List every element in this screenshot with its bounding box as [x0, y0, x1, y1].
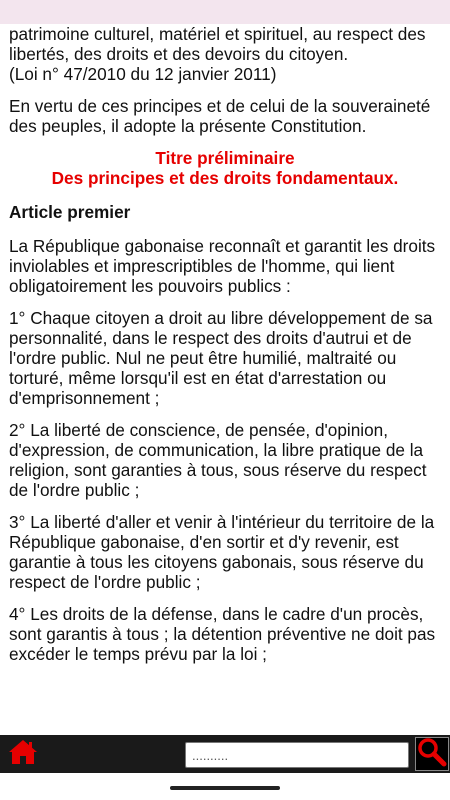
system-nav-bar: [0, 773, 450, 800]
article-paragraph: 2° La liberté de conscience, de pensée, d'opinion, d'expression, de communication, la libre pratique de la religion, sont garanties à tous, sous réserve du respect de l'ordre public ;: [9, 420, 427, 500]
section-title: [9, 148, 441, 188]
home-gesture-handle[interactable]: [170, 786, 280, 790]
magnifier-icon: [417, 737, 447, 772]
status-bar: [0, 0, 450, 24]
article-paragraph: 3° La liberté d'aller et venir à l'intérieur du territoire de la République gabonaise, d'en sortir et d'y revenir, est garantie à tous les citoyens gabonais, sous réserve du respect de l'ordre public ;: [9, 512, 435, 592]
article-paragraph: 1° Chaque citoyen a droit au libre développement de sa personnalité, dans le respect des droits d'autrui et de l'ordre public. Nul ne peut être humilié, maltraité ou torturé, même lorsqu'il est en état d'arrestation ou d'emprisonnement ;: [9, 308, 433, 408]
section-title-line-2: Des principes et des droits fondamentaux.: [51, 168, 399, 188]
search-input[interactable]: [185, 742, 409, 768]
search-button[interactable]: [415, 737, 449, 771]
home-button[interactable]: [0, 735, 45, 773]
law-reference: (Loi n° 47/2010 du 12 janvier 2011): [9, 64, 277, 84]
document-content[interactable]: [0, 24, 450, 735]
intro-paragraph-2: En vertu de ces principes et de celui de la souveraineté des peuples, il adopte la présente Constitution.: [9, 96, 431, 136]
section-title-line-1: Titre préliminaire: [155, 148, 295, 168]
home-icon: [8, 738, 38, 771]
article-paragraph: 4° Les droits de la défense, dans le cadre d'un procès, sont garantis à tous ; la détention préventive ne doit pas excéder le temps prévu par la loi ;: [9, 604, 436, 664]
article-heading: Article premier: [9, 202, 131, 222]
article-paragraph: La République gabonaise reconnaît et garantit les droits inviolables et imprescriptibles de l'homme, qui lient obligatoirement les pouvoirs publics :: [9, 236, 436, 296]
bottom-toolbar: [0, 735, 450, 773]
intro-paragraph-1: patrimoine culturel, matériel et spirituel, au respect des libertés, des droits et des devoirs du citoyen.: [9, 24, 426, 64]
